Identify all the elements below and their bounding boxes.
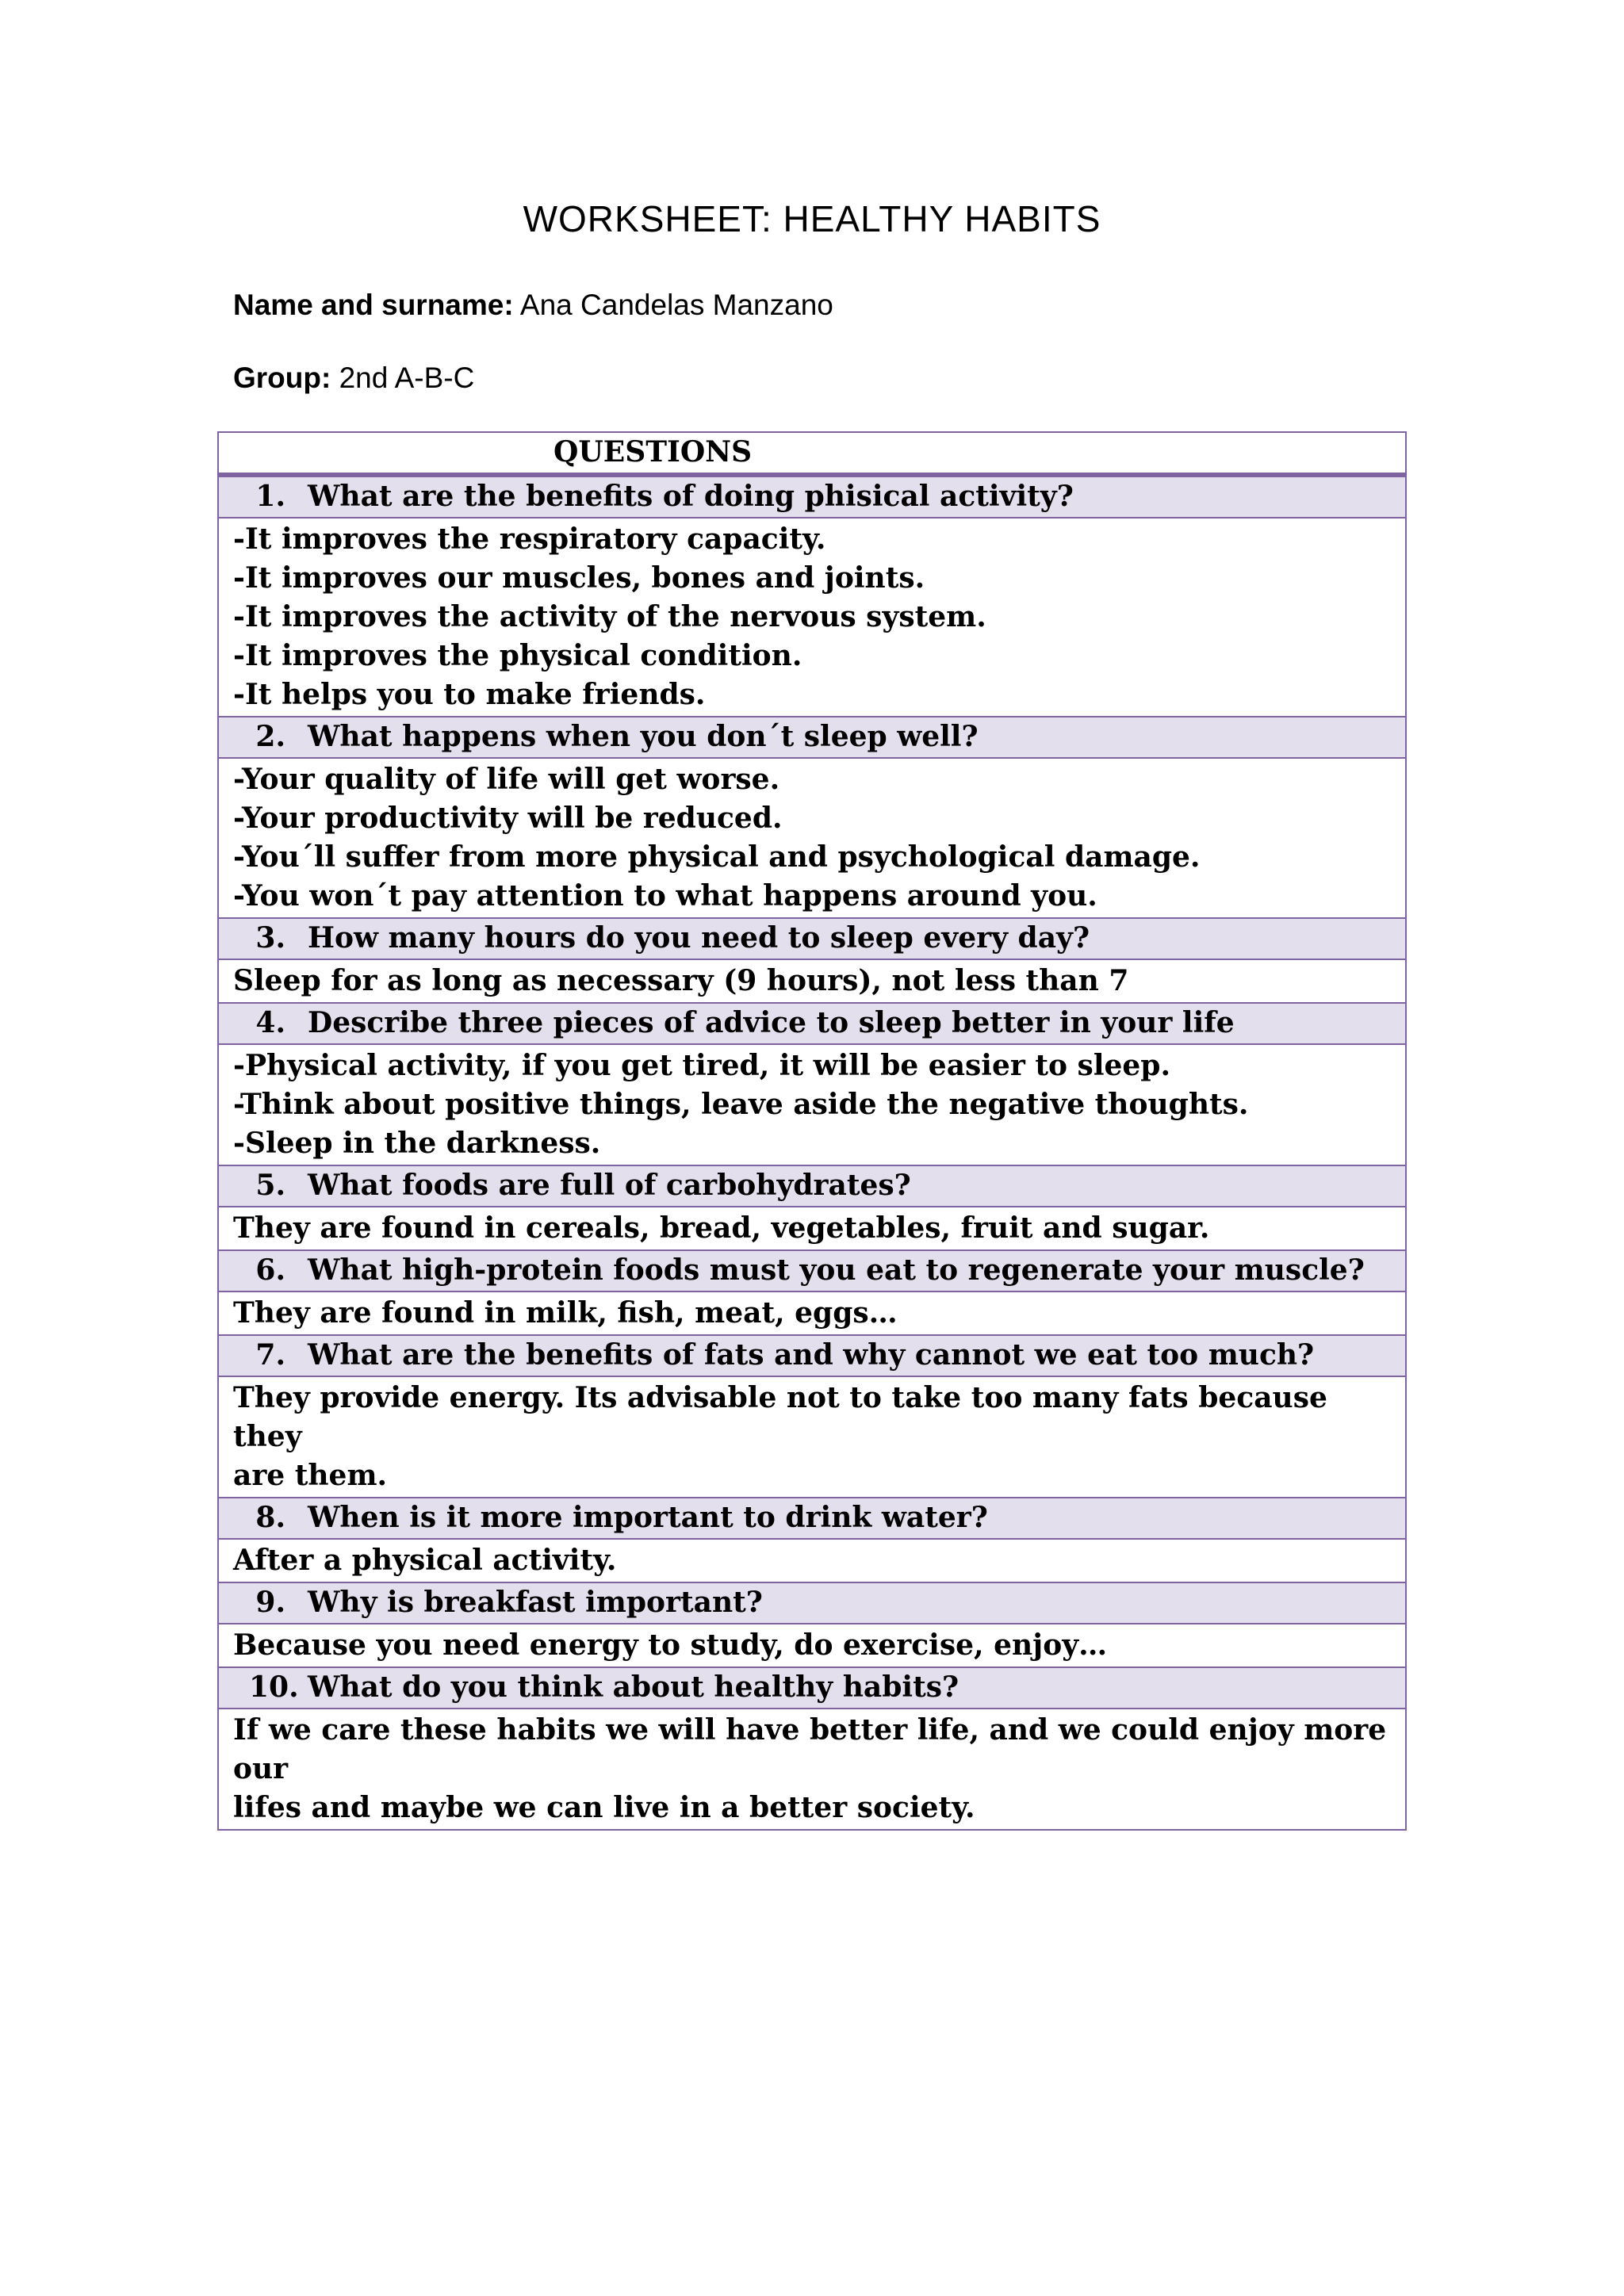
question-row xyxy=(218,1335,1406,1376)
answer-cell xyxy=(218,959,1406,1003)
answer-line: -Your quality of life will get worse. xyxy=(233,763,780,796)
question-number: 6. xyxy=(255,1253,285,1287)
question-text: What foods are full of carbohydrates? xyxy=(308,1169,911,1202)
question-text: When is it more important to drink water? xyxy=(308,1501,988,1534)
question-cell xyxy=(218,1498,1406,1539)
group-value: 2nd A-B-C xyxy=(339,362,475,394)
answer-row xyxy=(218,518,1406,717)
question-row xyxy=(218,1250,1406,1292)
question-cell xyxy=(218,475,1406,518)
question-number: 1. xyxy=(255,480,285,513)
answer-line: -Think about positive things, leave aside the negative thoughts. xyxy=(233,1088,1249,1121)
question-cell xyxy=(218,1003,1406,1044)
question-row xyxy=(218,475,1406,518)
question-row xyxy=(218,1667,1406,1709)
question-text: What are the benefits of doing phisical activity? xyxy=(308,480,1074,513)
answer-row xyxy=(218,1292,1406,1335)
question-cell xyxy=(218,1667,1406,1709)
answer-cell xyxy=(218,1624,1406,1667)
question-cell xyxy=(218,1335,1406,1376)
table-header: QUESTIONS xyxy=(218,432,1406,475)
question-text: What high-protein foods must you eat to regenerate your muscle? xyxy=(308,1253,1365,1287)
question-number: 3. xyxy=(255,921,285,955)
table-header-row xyxy=(218,432,1406,475)
question-number: 2. xyxy=(255,720,285,753)
answer-row xyxy=(218,1709,1406,1830)
question-number: 10. xyxy=(249,1670,299,1704)
answer-line: -Physical activity, if you get tired, it will be easier to sleep. xyxy=(233,1049,1171,1082)
question-cell xyxy=(218,1165,1406,1207)
answer-cell xyxy=(218,1044,1406,1165)
question-text: What are the benefits of fats and why cannot we eat too much? xyxy=(308,1338,1315,1372)
name-label: Name and surname: xyxy=(233,289,514,321)
answer-line: They are found in cereals, bread, vegetables, fruit and sugar. xyxy=(233,1211,1210,1245)
answer-row xyxy=(218,1539,1406,1582)
question-cell xyxy=(218,1250,1406,1292)
question-number: 9. xyxy=(255,1586,285,1619)
answer-line: -It improves the activity of the nervous system. xyxy=(233,600,986,633)
answer-line: -You´ll suffer from more physical and psychological damage. xyxy=(233,840,1201,874)
question-text: Describe three pieces of advice to sleep better in your life xyxy=(308,1006,1235,1039)
question-text: How many hours do you need to sleep every day? xyxy=(308,921,1090,955)
answer-line: -It improves the physical condition. xyxy=(233,639,802,672)
answer-row xyxy=(218,1207,1406,1250)
answer-line: -It improves the respiratory capacity. xyxy=(233,522,826,556)
answer-row xyxy=(218,1376,1406,1498)
answer-cell xyxy=(218,1709,1406,1830)
question-row xyxy=(218,1003,1406,1044)
answer-line: are them. xyxy=(233,1459,388,1492)
group-field xyxy=(233,358,474,398)
answer-cell xyxy=(218,1376,1406,1498)
question-row xyxy=(218,918,1406,959)
answer-cell xyxy=(218,518,1406,717)
worksheet-title: WORKSHEET: HEALTHY HABITS xyxy=(523,198,1101,239)
question-cell xyxy=(218,918,1406,959)
answer-row xyxy=(218,1624,1406,1667)
question-row xyxy=(218,1165,1406,1207)
questions-table xyxy=(217,431,1407,1831)
name-value: Ana Candelas Manzano xyxy=(519,289,833,321)
name-field xyxy=(233,285,833,325)
answer-line: After a physical activity. xyxy=(233,1544,617,1577)
question-row xyxy=(218,717,1406,758)
answer-line: -It improves our muscles, bones and joints. xyxy=(233,561,925,595)
answer-line: -It helps you to make friends. xyxy=(233,678,706,711)
answer-cell xyxy=(218,1207,1406,1250)
answer-line: Because you need energy to study, do exercise, enjoy… xyxy=(233,1628,1108,1662)
answer-row xyxy=(218,1044,1406,1165)
answer-line: lifes and maybe we can live in a better society. xyxy=(233,1791,975,1824)
answer-cell xyxy=(218,758,1406,918)
answer-line: If we care these habits we will have better life, and we could enjoy more our xyxy=(233,1713,1387,1785)
question-text: What happens when you don´t sleep well? xyxy=(308,720,979,753)
question-cell xyxy=(218,717,1406,758)
answer-row xyxy=(218,959,1406,1003)
answer-line: They are found in milk, fish, meat, eggs… xyxy=(233,1296,898,1330)
question-cell xyxy=(218,1582,1406,1624)
answer-cell xyxy=(218,1292,1406,1335)
answer-line: They provide energy. Its advisable not to take too many fats because they xyxy=(233,1381,1327,1453)
question-row xyxy=(218,1498,1406,1539)
question-number: 8. xyxy=(255,1501,285,1534)
question-row xyxy=(218,1582,1406,1624)
question-number: 5. xyxy=(255,1169,285,1202)
answer-row xyxy=(218,758,1406,918)
group-label: Group: xyxy=(233,362,331,394)
question-text: Why is breakfast important? xyxy=(308,1586,763,1619)
question-text: What do you think about healthy habits? xyxy=(308,1670,959,1704)
answer-line: -Sleep in the darkness. xyxy=(233,1127,601,1160)
question-number: 7. xyxy=(255,1338,285,1372)
answer-cell xyxy=(218,1539,1406,1582)
answer-line: Sleep for as long as necessary (9 hours), not less than 7 xyxy=(233,964,1129,997)
answer-line: -You won´t pay attention to what happens around you. xyxy=(233,879,1097,913)
answer-line: -Your productivity will be reduced. xyxy=(233,802,783,835)
question-number: 4. xyxy=(255,1006,285,1039)
